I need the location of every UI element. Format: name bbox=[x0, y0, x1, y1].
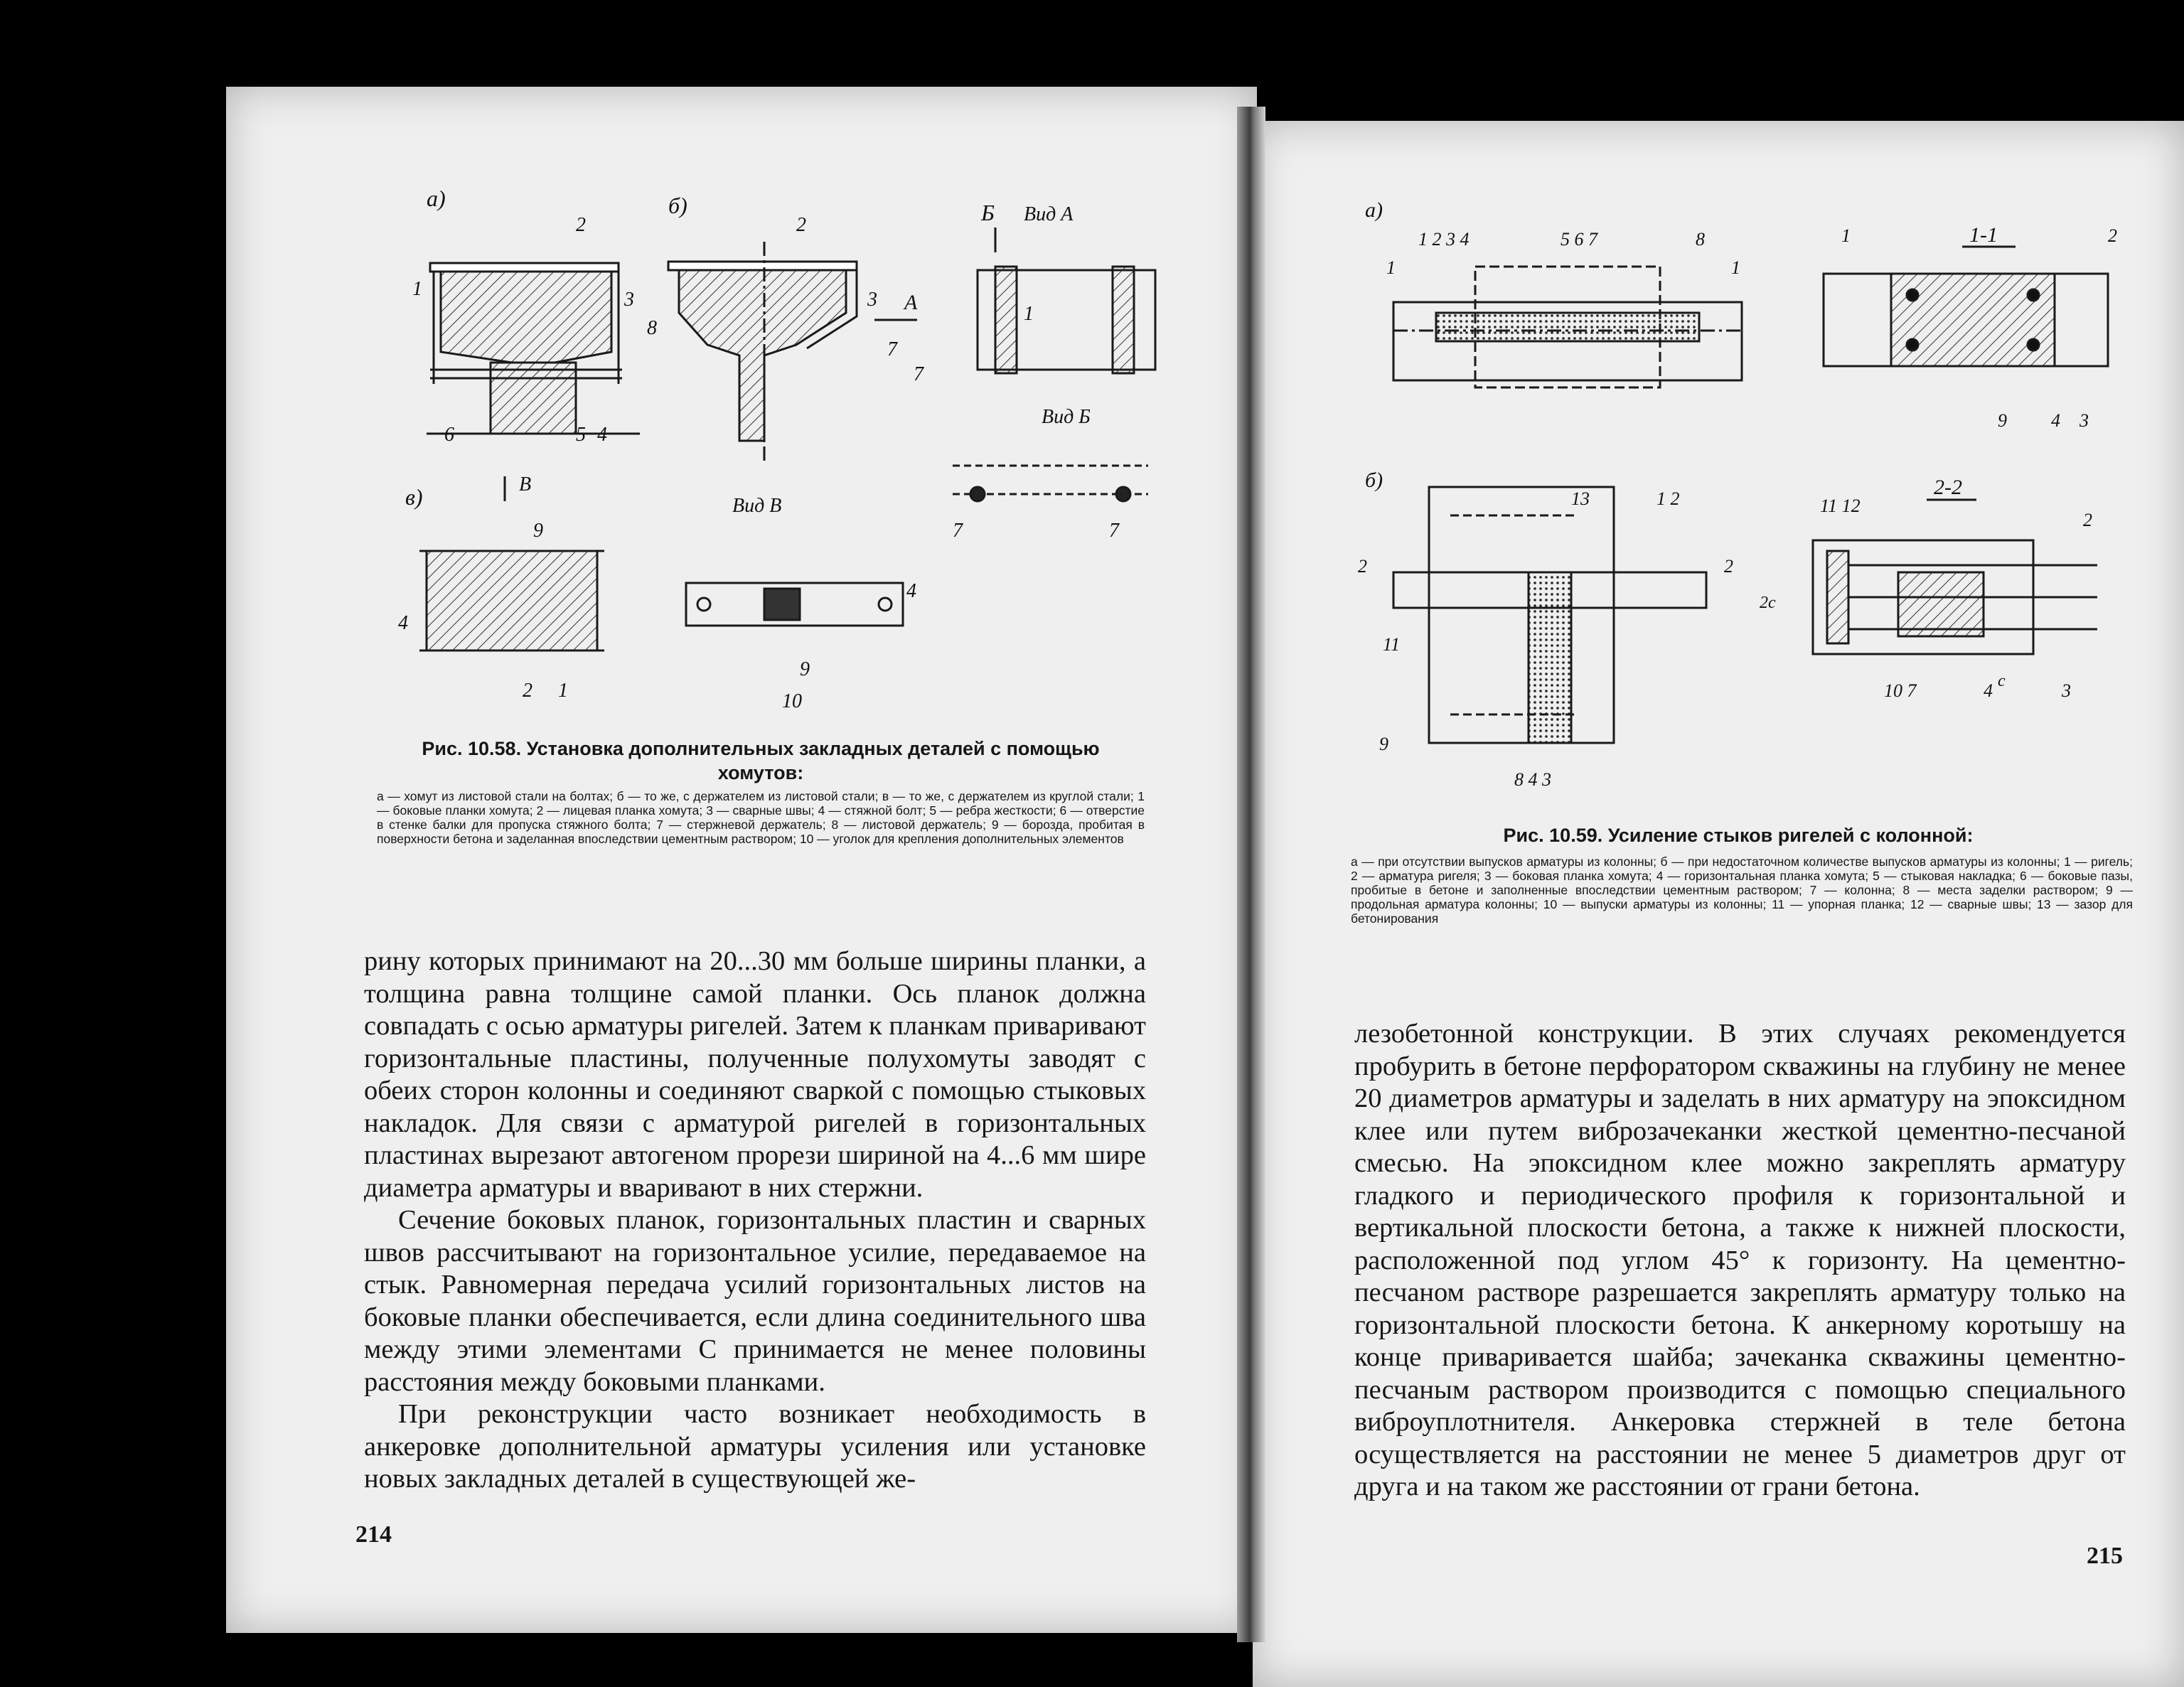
figure-caption-legend: а — хомут из листовой стали на болтах; б — то же, с держателем из листовой стали; в — то же, с держателем из круглой стали; 1 — боковые планки хомута; 2 — лицевая планка хомута; 3 — сварные швы; 4 — стяжной болт; 5 — ребра жесткости; 6 — отверстие в стенке балки для пропуска стяжного болта; 7 — стержневой держатель; 8 — листовой держатель; 9 — борозда, пробитая в поверхности бетона и заделанная впоследствии цементным раствором; 10 — уголок для крепления дополнительных элементов bbox=[377, 789, 1145, 846]
view-label-b: Вид Б bbox=[1042, 406, 1091, 428]
svg-text:1: 1 bbox=[412, 278, 422, 300]
diagram-b bbox=[647, 214, 918, 462]
diagram-b-right bbox=[1358, 487, 1733, 790]
svg-text:7: 7 bbox=[953, 520, 963, 542]
diagram-a bbox=[412, 214, 640, 446]
svg-text:2: 2 bbox=[576, 214, 586, 236]
svg-text:А: А bbox=[904, 291, 918, 314]
figure-10-58 bbox=[370, 178, 1166, 718]
svg-text:1: 1 bbox=[558, 680, 568, 702]
svg-text:4: 4 bbox=[398, 612, 408, 634]
svg-text:1 2: 1 2 bbox=[1656, 488, 1680, 509]
svg-text:1: 1 bbox=[1841, 225, 1851, 246]
paragraph: рину которых принимают на 20...30 мм больше ширины планки, а толщина равна толщине самой планки. Ось планок должна совпадать с осью арматуры ригелей. Затем к планкам приваривают горизонтальные пластины, полученные полухомуты заводят с обеих сторон колонны и соединяют сваркой с помощью стыковых накладок. Для связи с арматурой ригелей в горизонтальных пластинах вырезают автогеном прорези шириной на 4...6 мм шире диаметра арматуры и вваривают в них стержни. bbox=[364, 946, 1146, 1203]
panel-label-b-right: б) bbox=[1365, 468, 1383, 492]
panel-label-c: в) bbox=[405, 484, 423, 510]
svg-text:3: 3 bbox=[867, 289, 877, 311]
svg-text:3: 3 bbox=[624, 289, 634, 311]
page-number-right: 215 bbox=[2087, 1543, 2123, 1569]
svg-text:2: 2 bbox=[523, 680, 532, 702]
svg-text:4: 4 bbox=[906, 580, 916, 602]
svg-text:2: 2 bbox=[1358, 556, 1367, 577]
panel-label-a-right: а) bbox=[1365, 198, 1383, 222]
svg-text:4: 4 bbox=[2051, 410, 2060, 431]
diagram-section-1-1 bbox=[1824, 223, 2117, 431]
svg-text:1: 1 bbox=[1024, 303, 1034, 325]
paragraph: Сечение боковых планок, горизонтальных пластин и сварных швов рассчитывают на горизонтальное усилие, передаваемое на стык. Равномерная передача усилий горизонтальных листов на боковые планки обеспечивается, если длина соединительного шва между этими элементами C принимается не менее половины расстояния между боковыми планками. bbox=[364, 1205, 1146, 1397]
svg-text:4: 4 bbox=[597, 424, 607, 446]
svg-text:7: 7 bbox=[914, 363, 924, 385]
svg-text:2: 2 bbox=[796, 214, 806, 236]
book-gutter bbox=[1237, 107, 1265, 1642]
panel-label-a: а) bbox=[427, 186, 446, 211]
svg-text:8: 8 bbox=[647, 317, 657, 339]
svg-text:6: 6 bbox=[444, 424, 454, 446]
view-label-a: Вид А bbox=[1024, 203, 1074, 225]
svg-text:7: 7 bbox=[1109, 520, 1119, 542]
page-number-left: 214 bbox=[355, 1521, 392, 1548]
left-body-text bbox=[364, 946, 1146, 1496]
svg-text:7: 7 bbox=[887, 338, 897, 360]
svg-text:10 7: 10 7 bbox=[1884, 680, 1917, 701]
figure-10-59 bbox=[1351, 188, 2140, 800]
diagram-c bbox=[398, 473, 604, 702]
figure-caption-title: Рис. 10.58. Установка дополнительных закладных деталей с помощью хомутов: bbox=[422, 738, 1100, 783]
svg-text:5: 5 bbox=[576, 424, 586, 446]
svg-text:4: 4 bbox=[1984, 680, 1993, 701]
section-label-1-1: 1-1 bbox=[1969, 223, 1998, 247]
svg-text:5 6 7: 5 6 7 bbox=[1561, 229, 1597, 250]
marker-b: Б bbox=[981, 200, 995, 225]
diagram-section-2-2 bbox=[1760, 476, 2097, 701]
diagram-view-a bbox=[914, 200, 1155, 542]
svg-text:9: 9 bbox=[1379, 734, 1388, 754]
marker-v: В bbox=[519, 473, 532, 496]
figure-caption-legend-right: а — при отсутствии выпусков арматуры из колонны; б — при недостаточном количестве выпусков арматуры из колонны; 1 — ригель; 2 — арматура ригеля; 3 — боковая планка хомута; 4 — горизонтальная планка хомута; 5 — стыковая накладка; 6 — боковые пазы, пробитые в бетоне и заполненные впоследствии цементным раствором; 7 — колонна; 8 — места заделки раствором; 9 — продольная арматура колонны; 10 — выпуски арматуры из колонны; 11 — упорная планка; 12 — сварные швы; 13 — зазор для бетонирования bbox=[1351, 855, 2133, 926]
svg-text:10: 10 bbox=[782, 690, 802, 712]
svg-text:1: 1 bbox=[1386, 257, 1396, 278]
diagram-a-right bbox=[1386, 229, 1742, 387]
svg-text:1 2 3 4: 1 2 3 4 bbox=[1418, 229, 1470, 250]
panel-label-b: б) bbox=[668, 193, 687, 218]
dim-label-c: c bbox=[1998, 672, 2006, 690]
view-label-v: Вид В bbox=[732, 495, 782, 517]
paragraph: лезобетонной конструкции. В этих случаях рекомендуется пробурить в бетоне перфоратором скважины на глубину не менее 20 диаметров арматуры и заделать в них арматуру на эпоксидном клее или путем виброзачеканки жесткой цементно-песчаной смесью. На эпоксидном клее можно закреплять арматуру гладкого и периодического профиля к горизонтальной и вертикальной плоскости бетона, а также к нижней плоскости, расположенной под углом 45° к горизонту. На цементно-песчаном растворе разрешается закреплять арматуру только на горизонтальной плоскости бетона. К анкерному коротышу на конце приваривается шайба; зачеканка скважины цементно-песчаным раствором производится с помощью специального виброуплотнителя. Анкеровка стержней в теле бетона осуществляется на расстоянии не менее 5 диаметров друг от друга и на таком же расстоянии от грани бетона. bbox=[1354, 1019, 2126, 1501]
figure-caption-title-right: Рис. 10.59. Усиление стыков ригелей с колонной: bbox=[1503, 825, 1974, 846]
svg-text:3: 3 bbox=[2079, 410, 2089, 431]
svg-text:2: 2 bbox=[1724, 556, 1733, 577]
svg-text:11 12: 11 12 bbox=[1820, 496, 1861, 516]
svg-text:1: 1 bbox=[1731, 257, 1740, 278]
svg-text:2: 2 bbox=[2083, 510, 2092, 530]
svg-text:9: 9 bbox=[533, 520, 543, 542]
right-body-text bbox=[1354, 1018, 2126, 1504]
svg-text:13: 13 bbox=[1571, 488, 1590, 509]
svg-text:9: 9 bbox=[800, 658, 810, 680]
svg-text:8: 8 bbox=[1696, 229, 1705, 250]
svg-text:3: 3 bbox=[2062, 680, 2071, 701]
svg-text:9: 9 bbox=[1998, 410, 2007, 431]
section-label-2-2: 2-2 bbox=[1934, 476, 1962, 499]
svg-text:2: 2 bbox=[2108, 225, 2117, 246]
dim-label-2c: 2c bbox=[1760, 594, 1776, 612]
diagram-view-v bbox=[686, 495, 916, 712]
svg-text:11: 11 bbox=[1383, 634, 1401, 655]
svg-text:8 4 3: 8 4 3 bbox=[1514, 769, 1551, 790]
paragraph: При реконструкции часто возникает необходимость в анкеровке дополнительной арматуры усиления или установке новых закладных деталей в существующей же- bbox=[364, 1399, 1146, 1494]
